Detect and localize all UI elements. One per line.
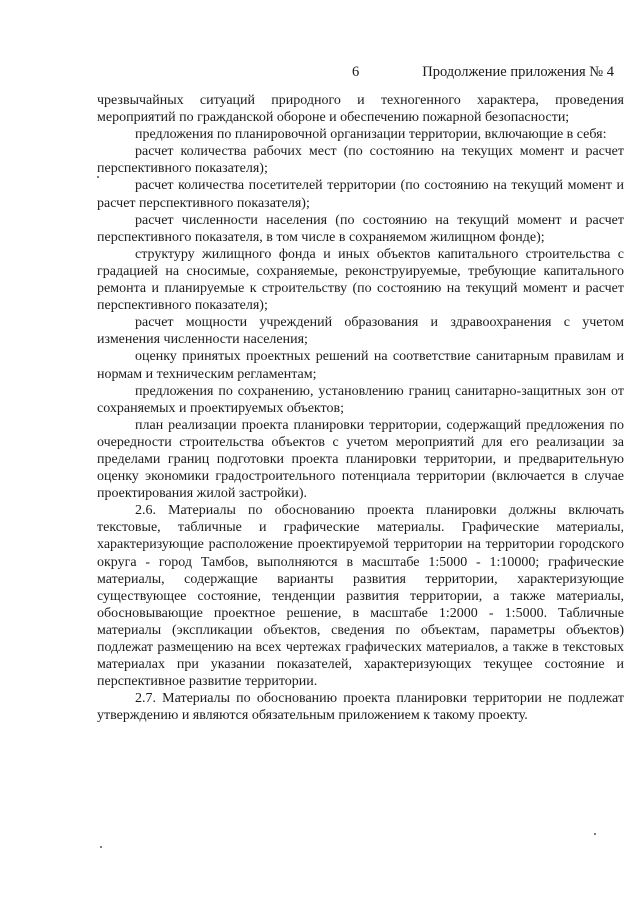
page-header — [90, 64, 622, 84]
list-item-sanitary-assessment: оценку принятых проектных решений на соответствие санитарным правилам и нормам и техническим регламентам; — [97, 349, 624, 382]
page-number: 6 — [352, 64, 360, 80]
list-item-jobs-calculation: расчет количества рабочих мест (по состоянию на текущих момент и расчет перспективного показателя); — [97, 144, 624, 177]
list-item-implementation-plan: план реализации проекта планировки территории, содержащий предложения по очередности строительства объектов с учетом мероприятий для его реализации за пределами границ подготовки проекта планировки территории, и предварительную оценку экономики градостроительного потенциала территории (включается в случае проектирования жилой застройки). — [97, 417, 624, 502]
list-item-population-calculation: расчет численности населения (по состоянию на текущий момент и расчет перспективного показателя, в том числе в сохраняемом жилищном фонде); — [97, 212, 624, 245]
section-2-6: 2.6. Материалы по обоснованию проекта планировки должны включать текстовые, табличные и графические материалы. Графические материалы, характеризующие расположение проектируемой территории на территории городского округа - город Тамбов, выполняются в масштабе 1:5000 - 1:10000; графические материалы, содержащие варианты развития территории, характеризующие существующее состояние, тенденции развития территории, а также материалы, обосновывающие проектное решение, в масштабе 1:2000 - 1:5000. Табличные материалы (экспликации объектов, сведения по объектам, параметры объектов) подлежат размещению на всех чертежах графических материалов, а также в текстовых материалах при указании показателей, характеризующих текущее состояние и перспективное развитие территории. — [97, 503, 624, 690]
list-item-housing-structure: структуру жилищного фонда и иных объектов капитального строительства с градацией на сносимые, сохраняемые, реконструируемые, требующие капитального ремонта и планируемые к строительству (по состоянию на текущий момент и расчет перспективного показателя); — [97, 246, 624, 314]
section-2-7: 2.7. Материалы по обоснованию проекта планировки территории не подлежат утверждению и являются обязательным приложением к такому проекту. — [97, 691, 624, 724]
scan-speck — [97, 176, 99, 178]
appendix-continuation-label: Продолжение приложения № 4 — [422, 64, 614, 80]
list-item-institutions-capacity: расчет мощности учреждений образования и здравоохранения с учетом изменения численности населения; — [97, 315, 624, 348]
scan-speck — [594, 833, 596, 835]
list-item-planning-proposals: предложения по планировочной организации территории, включающие в себя: — [135, 127, 607, 143]
document-body — [97, 92, 624, 724]
scan-speck — [100, 846, 102, 848]
list-item-sanitary-zones: предложения по сохранению, установлению границ санитарно-защитных зон от сохраняемых и проектируемых объектов; — [97, 383, 624, 416]
paragraph-continuation: чрезвычайных ситуаций природного и техногенного характера, проведения мероприятий по гражданской обороне и обеспечению пожарной безопасности; — [97, 93, 624, 126]
list-item-visitors-calculation: расчет количества посетителей территории (по состоянию на текущий момент и расчет перспективного показателя); — [97, 178, 624, 211]
